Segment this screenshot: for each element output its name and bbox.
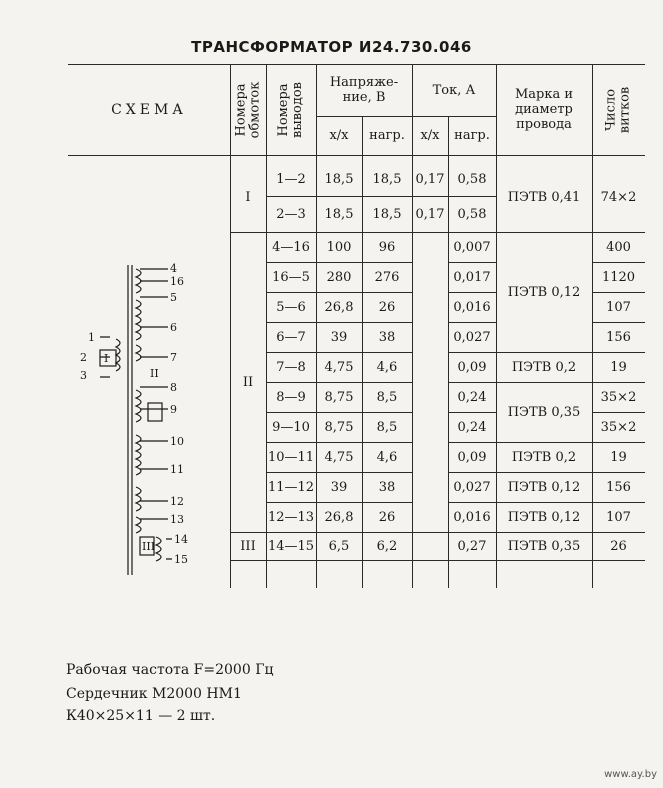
winding-mark: III <box>142 540 156 553</box>
row-terminals: 2—3 <box>276 206 306 222</box>
turns-count: 400 <box>606 239 631 255</box>
pin-label: 2 <box>80 351 87 364</box>
turns-count: 19 <box>610 449 627 465</box>
pin-label: 9 <box>170 403 177 416</box>
row-v-xx: 100 <box>326 239 352 255</box>
watermark: www.ay.by <box>604 769 657 780</box>
pin-label: 11 <box>170 463 184 476</box>
pin-label: 12 <box>170 495 184 508</box>
row-v-xx: 18,5 <box>324 206 354 222</box>
row-v-load: 8,5 <box>376 389 398 405</box>
wire-spec: ПЭТВ 0,12 <box>507 509 581 525</box>
row-v-load: 8,5 <box>376 419 398 435</box>
page-title: ТРАНСФОРМАТОР И24.730.046 <box>191 38 472 56</box>
row-terminals: 1—2 <box>276 171 306 187</box>
row-i-load: 0,58 <box>457 206 487 222</box>
winding-mark: I <box>104 352 109 365</box>
header-v-xx: х/х <box>329 128 349 143</box>
row-terminals: 6—7 <box>276 329 306 345</box>
row-i-load: 0,24 <box>457 419 487 435</box>
pin-label: 5 <box>170 291 177 304</box>
row-v-load: 26 <box>378 299 396 315</box>
row-terminals: 16—5 <box>272 269 310 285</box>
pin-label: 8 <box>170 381 177 394</box>
row-i-load: 0,027 <box>453 329 491 345</box>
row-i-load: 0,09 <box>457 449 487 465</box>
table-rule <box>592 560 645 561</box>
pin-label: 3 <box>80 369 87 382</box>
wire-spec: ПЭТВ 0,35 <box>507 538 581 554</box>
row-v-xx: 280 <box>326 269 352 285</box>
turns-count: 1120 <box>601 269 636 285</box>
row-terminals: 11—12 <box>267 479 315 495</box>
row-v-xx: 26,8 <box>324 509 354 525</box>
pin-label: 4 <box>170 262 177 275</box>
row-i-xx <box>412 502 448 532</box>
winding-mark: II <box>150 367 159 380</box>
row-i-xx <box>412 322 448 352</box>
row-i-xx <box>412 442 448 472</box>
row-terminals: 10—11 <box>267 449 315 465</box>
table-rule <box>68 155 645 156</box>
row-v-xx: 39 <box>330 479 348 495</box>
row-v-load: 38 <box>378 479 396 495</box>
header-voltage: Напряже-ние, В <box>329 75 399 105</box>
row-i-load: 0,007 <box>453 239 491 255</box>
row-v-load: 276 <box>374 269 400 285</box>
row-terminals: 12—13 <box>267 509 315 525</box>
row-i-xx <box>412 352 448 382</box>
row-v-xx: 4,75 <box>324 359 354 375</box>
row-terminals: 4—16 <box>272 239 310 255</box>
row-i-load: 0,27 <box>457 538 487 554</box>
transformer-schematic <box>70 255 230 585</box>
turns-count: 19 <box>610 359 627 375</box>
wire-spec: ПЭТВ 0,12 <box>507 479 581 495</box>
row-v-xx: 39 <box>330 329 348 345</box>
header-terminals: Номера выводов <box>276 81 306 138</box>
row-v-load: 4,6 <box>376 449 398 465</box>
row-terminals: 9—10 <box>272 419 310 435</box>
row-v-load: 26 <box>378 509 396 525</box>
row-i-load: 0,017 <box>453 269 491 285</box>
winding-number: III <box>240 538 256 554</box>
row-i-load: 0,016 <box>453 299 491 315</box>
footer-core: Сердечник М2000 НМ1 <box>66 686 242 702</box>
row-terminals: 5—6 <box>276 299 306 315</box>
header-turns: Число витков <box>603 86 633 133</box>
pin-label: 6 <box>170 321 177 334</box>
row-v-load: 96 <box>378 239 396 255</box>
row-v-load: 4,6 <box>376 359 398 375</box>
pin-label: 1 <box>88 331 95 344</box>
header-v-load: нагр. <box>369 128 405 143</box>
row-i-xx <box>412 382 448 412</box>
header-i-xx: х/х <box>420 128 440 143</box>
turns-count: 26 <box>610 538 627 554</box>
wire-spec: ПЭТВ 0,2 <box>511 359 577 375</box>
row-i-load: 0,58 <box>457 171 487 187</box>
row-i-load: 0,016 <box>453 509 491 525</box>
row-i-xx <box>412 292 448 322</box>
row-terminals: 7—8 <box>276 359 306 375</box>
row-v-xx: 6,5 <box>328 538 350 554</box>
table-rule <box>496 560 592 561</box>
wire-spec: ПЭТВ 0,35 <box>507 404 581 420</box>
winding-number: I <box>245 189 251 205</box>
row-i-xx: 0,17 <box>415 206 445 222</box>
row-v-xx: 8,75 <box>324 419 354 435</box>
header-wire: Марка и диаметр провода <box>514 87 574 132</box>
header-schema: СХЕМА <box>111 101 187 118</box>
turns-count: 107 <box>606 299 631 315</box>
turns-count: 156 <box>606 479 631 495</box>
turns-count: 156 <box>606 329 631 345</box>
row-i-xx <box>412 472 448 502</box>
row-v-xx: 8,75 <box>324 389 354 405</box>
turns-count: 107 <box>606 509 631 525</box>
row-i-load: 0,24 <box>457 389 487 405</box>
row-i-load: 0,09 <box>457 359 487 375</box>
pin-label: 15 <box>174 553 188 566</box>
pin-label: 16 <box>170 275 184 288</box>
wire-spec: ПЭТВ 0,41 <box>507 189 581 205</box>
pin-label: 7 <box>170 351 177 364</box>
pin-label: 10 <box>170 435 184 448</box>
row-v-load: 18,5 <box>372 171 402 187</box>
pin-label: 13 <box>170 513 184 526</box>
winding-number: II <box>242 374 254 390</box>
row-terminals: 14—15 <box>267 538 315 554</box>
footer-frequency: Рабочая частота F=2000 Гц <box>66 662 274 678</box>
row-i-xx <box>412 412 448 442</box>
row-i-xx <box>412 262 448 292</box>
header-windings: Номера обмоток <box>233 81 263 138</box>
row-i-load: 0,027 <box>453 479 491 495</box>
row-v-xx: 4,75 <box>324 449 354 465</box>
row-i-xx <box>412 532 448 560</box>
wire-spec: ПЭТВ 0,2 <box>511 449 577 465</box>
wire-spec: ПЭТВ 0,12 <box>507 284 581 300</box>
turns-count: 35×2 <box>600 419 637 435</box>
header-current: Ток, А <box>432 82 476 98</box>
row-v-load: 18,5 <box>372 206 402 222</box>
footer-size: К40×25×11 — 2 шт. <box>66 708 216 724</box>
row-v-xx: 18,5 <box>324 171 354 187</box>
row-i-xx: 0,17 <box>415 171 445 187</box>
row-v-load: 38 <box>378 329 396 345</box>
turns-count: 74×2 <box>600 189 637 205</box>
pin-label: 14 <box>174 533 188 546</box>
row-v-xx: 26,8 <box>324 299 354 315</box>
row-i-xx <box>412 232 448 262</box>
turns-count: 35×2 <box>600 389 637 405</box>
row-v-load: 6,2 <box>376 538 398 554</box>
row-terminals: 8—9 <box>276 389 306 405</box>
header-i-load: нагр. <box>454 128 490 143</box>
